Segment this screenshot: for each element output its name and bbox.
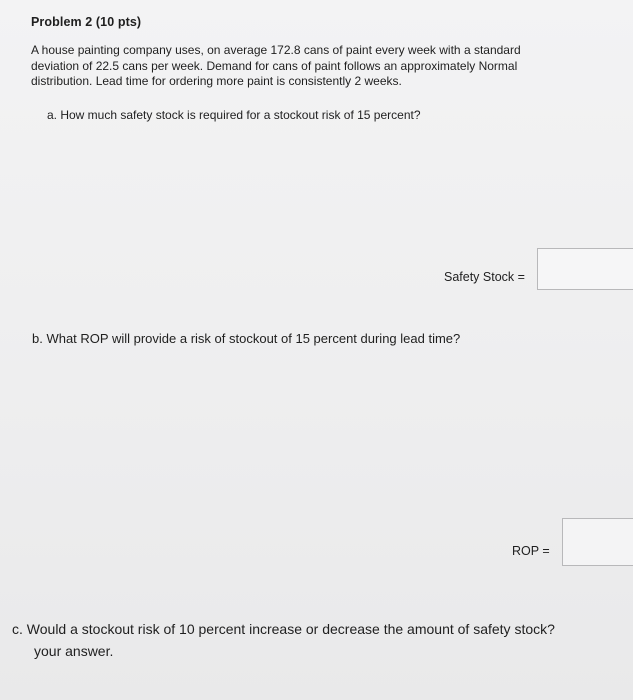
problem-description bbox=[31, 43, 591, 90]
safety-stock-label: Safety Stock = bbox=[444, 270, 525, 284]
description-line: A house painting company uses, on average 172.8 cans of paint every week with a standard bbox=[31, 43, 521, 57]
question-c-line: your answer. bbox=[34, 643, 114, 659]
problem-title: Problem 2 (10 pts) bbox=[31, 15, 142, 29]
question-c bbox=[12, 618, 555, 662]
question-a: a. How much safety stock is required for a stockout risk of 15 percent? bbox=[47, 108, 421, 122]
rop-answer-box[interactable] bbox=[562, 518, 633, 566]
question-c-line: c. Would a stockout risk of 10 percent increase or decrease the amount of safety stock? bbox=[12, 621, 555, 637]
rop-label: ROP = bbox=[512, 544, 550, 558]
description-line: deviation of 22.5 cans per week. Demand for cans of paint follows an approximately Normal bbox=[31, 58, 518, 73]
question-b: b. What ROP will provide a risk of stockout of 15 percent during lead time? bbox=[32, 331, 461, 346]
description-line: distribution. Lead time for ordering more paint is consistently 2 weeks. bbox=[31, 74, 402, 88]
safety-stock-answer-box[interactable] bbox=[537, 248, 633, 290]
